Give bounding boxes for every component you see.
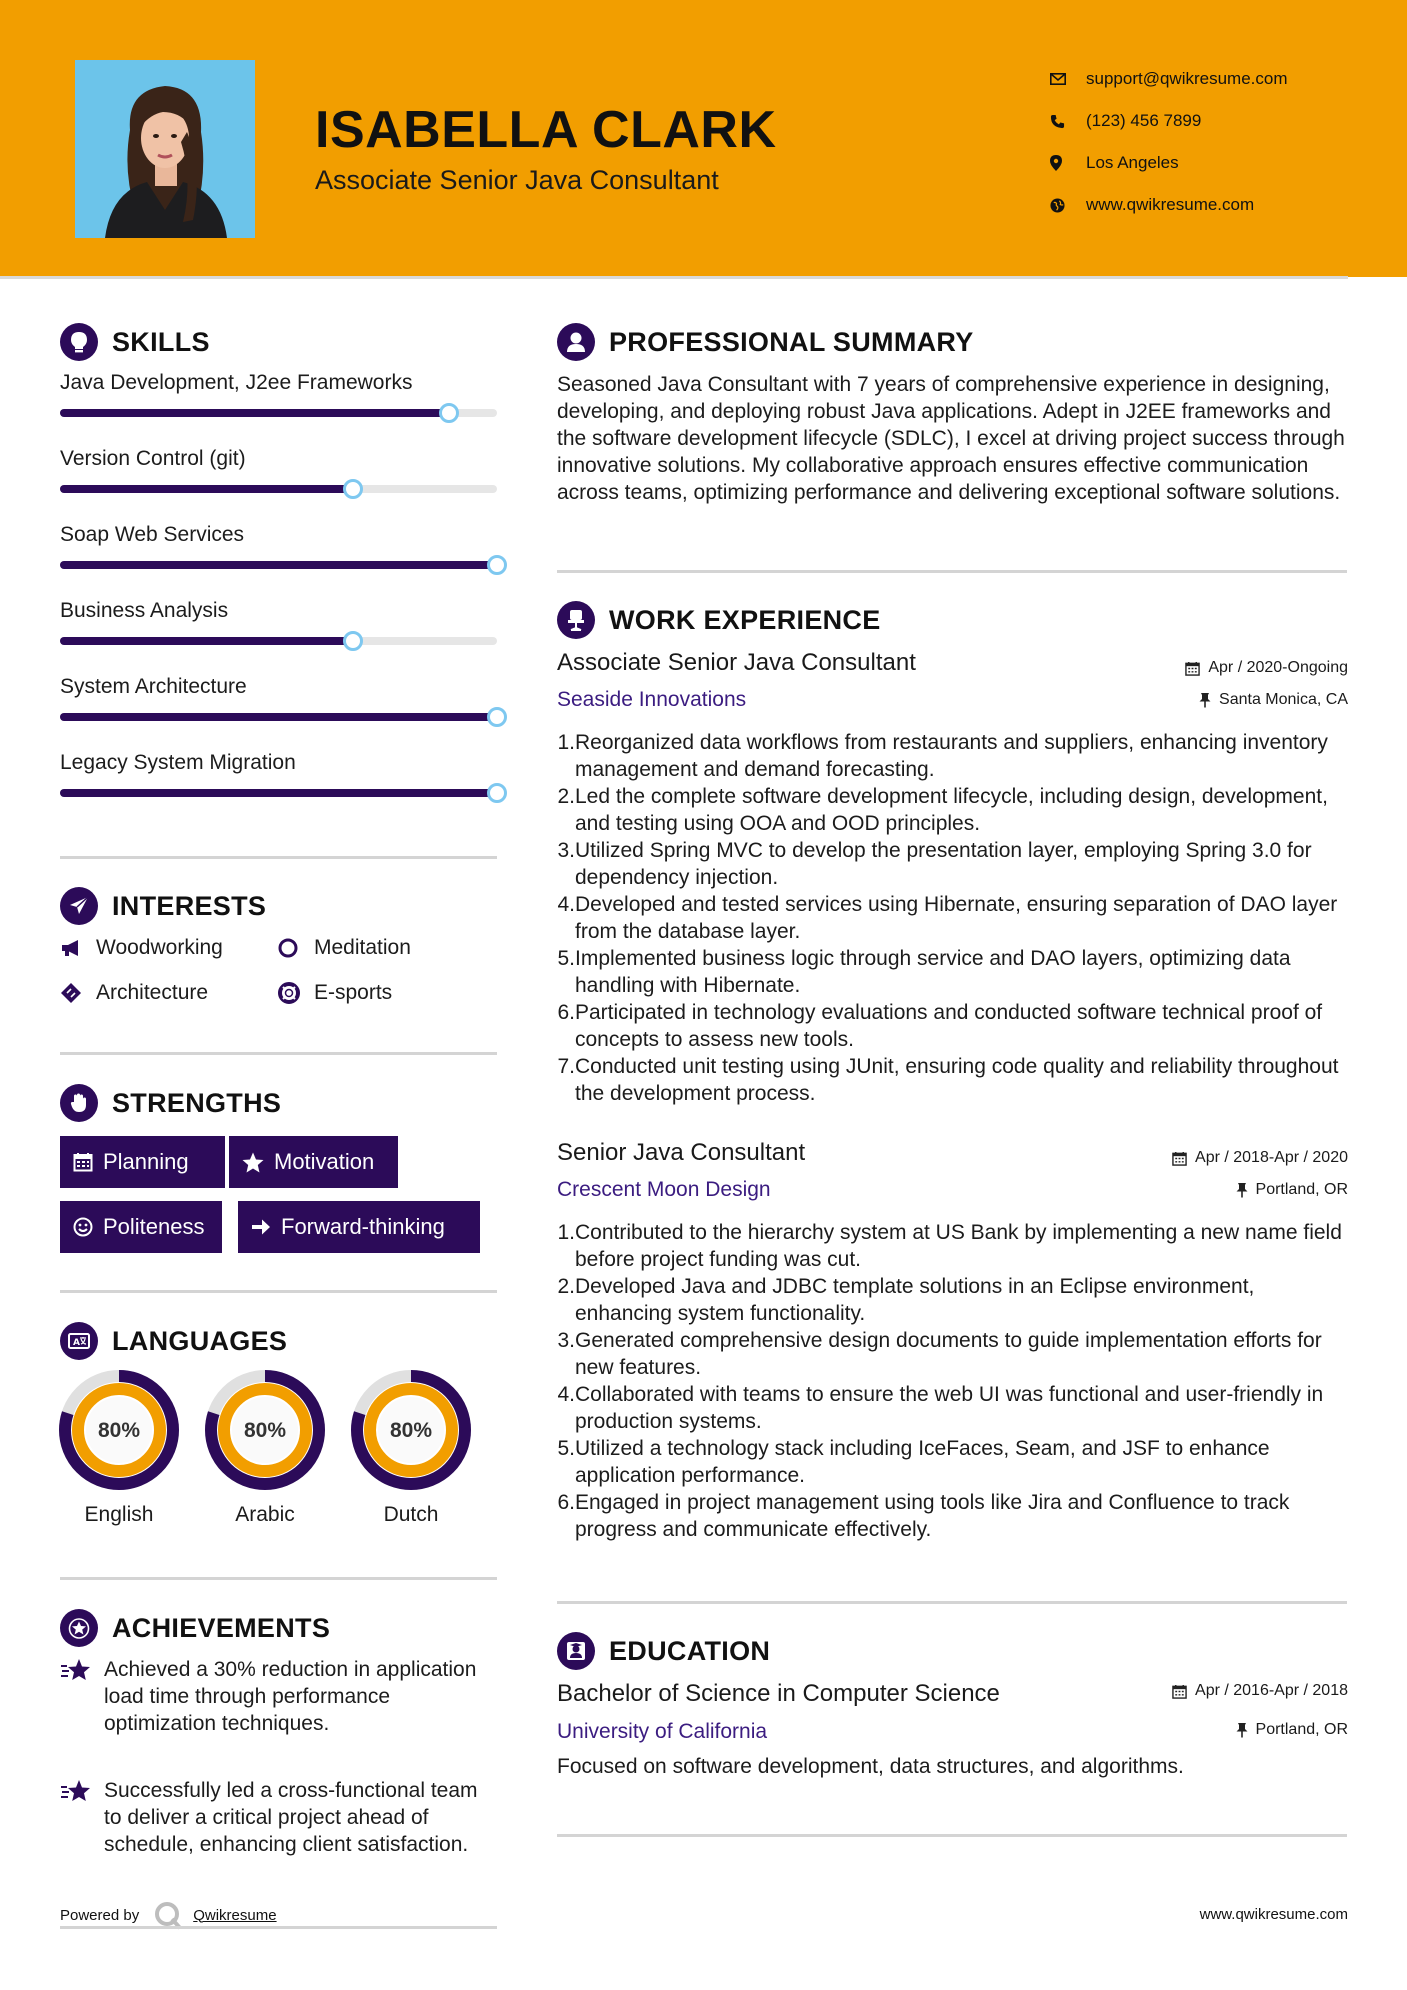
education-degree: Bachelor of Science in Computer Science bbox=[557, 1680, 1000, 1707]
strength-label: Motivation bbox=[274, 1149, 375, 1174]
section-divider bbox=[557, 570, 1347, 573]
resume-header bbox=[0, 0, 1407, 277]
contact-location-text: Los Angeles bbox=[1086, 153, 1179, 172]
job-title: Associate Senior Java Consultant bbox=[557, 649, 916, 676]
strengths-title-text: STRENGTHS bbox=[112, 1087, 282, 1118]
calendar-icon bbox=[1172, 1151, 1187, 1166]
contact-phone[interactable] bbox=[1050, 100, 1288, 142]
globe-icon bbox=[1050, 198, 1086, 213]
hand-icon bbox=[60, 1084, 98, 1122]
skill-label: Legacy System Migration bbox=[60, 751, 296, 774]
contact-website-text: www.qwikresume.com bbox=[1086, 195, 1255, 214]
skill-bar-knob bbox=[343, 631, 363, 651]
skill-bar bbox=[60, 485, 497, 493]
job-dates bbox=[1185, 659, 1348, 677]
job-bullet: 5. Utilized a technology stack including IceFaces, Seam, and JSF to enhance application performance. bbox=[557, 1437, 1270, 1487]
shooting-star-icon bbox=[60, 1656, 104, 1737]
job-location-text: Portland, OR bbox=[1255, 1181, 1348, 1198]
skill-bar-fill bbox=[60, 713, 497, 721]
skill-bar-fill bbox=[60, 789, 497, 797]
interest-label: Meditation bbox=[314, 936, 411, 959]
shooting-star-icon bbox=[60, 1777, 104, 1858]
skills-heading bbox=[60, 323, 210, 361]
skill-bar-fill bbox=[60, 409, 449, 417]
skill-bar-fill bbox=[60, 485, 353, 493]
job-bullet: 4. Developed and tested services using Hibernate, ensuring separation of DAO layer from the database layer. bbox=[557, 893, 1338, 943]
skill-bar-knob bbox=[487, 555, 507, 575]
strengths-heading bbox=[60, 1084, 281, 1122]
graduate-icon bbox=[557, 1632, 595, 1670]
job-dates-text: Apr / 2018-Apr / 2020 bbox=[1195, 1149, 1348, 1166]
skill-bar bbox=[60, 409, 497, 417]
job-bullet: 6. Participated in technology evaluations and conducted software technical proof of concepts to assess new tools. bbox=[557, 1001, 1323, 1051]
language-label: English bbox=[84, 1503, 154, 1526]
strength-chip bbox=[229, 1136, 398, 1188]
job-location bbox=[1236, 1181, 1348, 1199]
language-item bbox=[349, 1368, 473, 1527]
education-school: University of California bbox=[557, 1720, 768, 1743]
lightbulb-icon bbox=[60, 323, 98, 361]
skill-label: Soap Web Services bbox=[60, 523, 245, 546]
section-divider bbox=[60, 856, 497, 859]
job-bullet: 6. Engaged in project management using tools like Jira and Confluence to track progress and communicate effectively. bbox=[557, 1491, 1290, 1541]
star-icon bbox=[242, 1152, 264, 1173]
section-divider bbox=[60, 1290, 497, 1293]
skill-bar-fill bbox=[60, 637, 353, 645]
footer-website-link[interactable]: www.qwikresume.com bbox=[1199, 1906, 1348, 1923]
skill-label: Java Development, J2ee Frameworks bbox=[60, 371, 413, 394]
skill-bar-knob bbox=[487, 783, 507, 803]
language-item bbox=[203, 1368, 327, 1527]
map-pin-icon bbox=[1050, 155, 1086, 171]
languages-heading bbox=[60, 1322, 287, 1360]
pushpin-icon bbox=[1236, 1722, 1248, 1738]
job-bullet: 3. Utilized Spring MVC to develop the presentation layer, employing Spring 3.0 for dependency injection. bbox=[557, 839, 1312, 889]
strength-label: Forward-thinking bbox=[281, 1214, 445, 1239]
job-location-text: Santa Monica, CA bbox=[1219, 691, 1348, 708]
contact-email-text: support@qwikresume.com bbox=[1086, 69, 1288, 88]
summary-text: Seasoned Java Consultant with 7 years of comprehensive experience in designing, developing, and deploying robust Java applications. Adept in J2EE frameworks and the software development lifecycle (SDLC), I excel at driving project success through innovative solutions. My collaborative approach ensures effective communication across teams, optimizing performance and delivering exceptional software solutions. bbox=[557, 373, 1345, 504]
job-location bbox=[1199, 691, 1348, 709]
job-title: Senior Java Consultant bbox=[557, 1139, 806, 1166]
svg-text:A: A bbox=[73, 1338, 81, 1348]
section-divider bbox=[60, 1926, 497, 1929]
bullhorn-icon bbox=[60, 939, 96, 957]
calendar-icon bbox=[1185, 661, 1200, 676]
education-title-text: EDUCATION bbox=[609, 1635, 771, 1666]
education-dates bbox=[1172, 1682, 1348, 1700]
interests-heading bbox=[60, 887, 266, 925]
job-bullet: 2. Led the complete software development lifecycle, including design, development, and testing using OOA and OOD principles. bbox=[557, 785, 1328, 835]
summary-heading bbox=[557, 323, 974, 361]
skill-item bbox=[60, 447, 497, 471]
skill-item bbox=[60, 523, 497, 547]
summary-title-text: PROFESSIONAL SUMMARY bbox=[609, 326, 974, 357]
language-icon bbox=[60, 1322, 98, 1360]
powered-by-brand-link[interactable]: Qwikresume bbox=[193, 1906, 277, 1924]
contact-list bbox=[1050, 58, 1288, 226]
chair-icon bbox=[557, 601, 595, 639]
arrow-right-icon bbox=[251, 1218, 271, 1236]
language-label: Arabic bbox=[235, 1503, 295, 1526]
job-bullet: 2. Developed Java and JDBC template solutions in an Eclipse environment, enhancing system functionality. bbox=[557, 1275, 1255, 1325]
envelope-icon bbox=[1050, 73, 1086, 85]
strength-chip bbox=[60, 1201, 222, 1253]
job-bullet: 1. Reorganized data workflows from restaurants and suppliers, enhancing inventory management and demand forecasting. bbox=[557, 731, 1328, 781]
section-divider bbox=[60, 1577, 497, 1580]
job-bullet: 7. Conducted unit testing using JUnit, ensuring code quality and reliability throughout the development process. bbox=[557, 1055, 1339, 1105]
work-title-text: WORK EXPERIENCE bbox=[609, 604, 881, 635]
language-item bbox=[57, 1368, 181, 1527]
skill-bar bbox=[60, 561, 497, 569]
candidate-name: ISABELLA CLARK bbox=[315, 101, 777, 159]
achievement-text: Achieved a 30% reduction in application load time through performance optimization techniques. bbox=[104, 1658, 477, 1735]
language-label: Dutch bbox=[383, 1503, 439, 1526]
interest-item bbox=[278, 981, 392, 1005]
education-location-text: Portland, OR bbox=[1255, 1721, 1348, 1738]
star-badge-icon bbox=[60, 1609, 98, 1647]
language-percent: 80% bbox=[97, 1419, 141, 1442]
contact-location bbox=[1050, 142, 1288, 184]
section-divider bbox=[557, 1834, 1347, 1837]
paper-plane-icon bbox=[60, 887, 98, 925]
language-ring bbox=[57, 1368, 181, 1492]
skill-label: Business Analysis bbox=[60, 599, 229, 622]
skill-bar-knob bbox=[439, 403, 459, 423]
job-bullet: 5. Implemented business logic through service and DAO layers, optimizing data handling with Hibernate. bbox=[557, 947, 1291, 997]
education-location bbox=[1236, 1721, 1348, 1739]
skill-bar-knob bbox=[343, 479, 363, 499]
skill-bar bbox=[60, 789, 497, 797]
interest-item bbox=[60, 936, 223, 960]
skill-bar-knob bbox=[487, 707, 507, 727]
work-heading bbox=[557, 601, 881, 639]
job-bullets bbox=[553, 1219, 1353, 1543]
user-icon bbox=[557, 323, 595, 361]
job-bullet: 4. Collaborated with teams to ensure the web UI was functional and user-friendly in production systems. bbox=[557, 1383, 1324, 1433]
skill-item bbox=[60, 751, 497, 775]
smile-icon bbox=[73, 1217, 93, 1237]
job-company: Seaside Innovations bbox=[557, 688, 747, 711]
languages-title-text: LANGUAGES bbox=[112, 1325, 288, 1356]
pushpin-icon bbox=[1236, 1182, 1248, 1198]
strength-label: Politeness bbox=[103, 1214, 205, 1239]
interest-item bbox=[60, 981, 208, 1005]
skill-label: System Architecture bbox=[60, 675, 247, 698]
header-divider bbox=[0, 276, 1348, 279]
calendar-icon bbox=[73, 1152, 93, 1172]
ticket-icon bbox=[60, 982, 96, 1004]
section-divider bbox=[557, 1601, 1347, 1604]
skills-title-text: SKILLS bbox=[112, 326, 210, 357]
education-dates-text: Apr / 2016-Apr / 2018 bbox=[1195, 1682, 1348, 1699]
lifebuoy-icon bbox=[278, 982, 314, 1004]
interest-label: Architecture bbox=[96, 981, 209, 1004]
achievement-item bbox=[60, 1777, 497, 1858]
achievements-heading bbox=[60, 1609, 330, 1647]
education-description: Focused on software development, data structures, and algorithms. bbox=[557, 1755, 1184, 1778]
skill-bar bbox=[60, 637, 497, 645]
education-heading bbox=[557, 1632, 770, 1670]
interest-label: E-sports bbox=[314, 981, 393, 1004]
language-percent: 80% bbox=[389, 1419, 433, 1442]
contact-website[interactable] bbox=[1050, 184, 1288, 226]
interest-item bbox=[278, 936, 411, 960]
language-percent: 80% bbox=[243, 1419, 287, 1442]
interest-label: Woodworking bbox=[96, 936, 223, 959]
achievement-text: Successfully led a cross-functional team to deliver a critical project ahead of schedule, enhancing client satisfaction. bbox=[104, 1779, 478, 1856]
job-dates-text: Apr / 2020-Ongoing bbox=[1208, 659, 1348, 676]
candidate-role: Associate Senior Java Consultant bbox=[315, 165, 719, 195]
job-dates bbox=[1172, 1149, 1348, 1167]
job-bullets bbox=[553, 729, 1353, 1107]
pushpin-icon bbox=[1199, 692, 1211, 708]
skill-label: Version Control (git) bbox=[60, 447, 246, 470]
interests-title-text: INTERESTS bbox=[112, 890, 267, 921]
strength-chip bbox=[238, 1201, 480, 1253]
skill-item bbox=[60, 599, 497, 623]
job-bullet: 1. Contributed to the hierarchy system at US Bank by implementing a new name field before project funding was cut. bbox=[557, 1221, 1342, 1271]
section-divider bbox=[60, 1052, 497, 1055]
achievement-item bbox=[60, 1656, 497, 1737]
job-company: Crescent Moon Design bbox=[557, 1178, 771, 1201]
phone-icon bbox=[1050, 114, 1086, 129]
contact-phone-text: (123) 456 7899 bbox=[1086, 111, 1202, 130]
skill-item bbox=[60, 675, 497, 699]
language-ring bbox=[203, 1368, 327, 1492]
strength-chip bbox=[60, 1136, 225, 1188]
powered-by-text: Powered by bbox=[60, 1906, 140, 1924]
strength-label: Planning bbox=[103, 1149, 189, 1174]
skill-item bbox=[60, 371, 497, 395]
language-ring bbox=[349, 1368, 473, 1492]
skill-bar bbox=[60, 713, 497, 721]
circle-icon bbox=[278, 938, 314, 958]
job-bullet: 3. Generated comprehensive design documents to guide implementation efforts for new features. bbox=[557, 1329, 1322, 1379]
calendar-icon bbox=[1172, 1684, 1187, 1699]
profile-photo bbox=[75, 60, 255, 238]
skill-bar-fill bbox=[60, 561, 497, 569]
achievements-title-text: ACHIEVEMENTS bbox=[112, 1612, 331, 1643]
contact-email[interactable] bbox=[1050, 58, 1288, 100]
